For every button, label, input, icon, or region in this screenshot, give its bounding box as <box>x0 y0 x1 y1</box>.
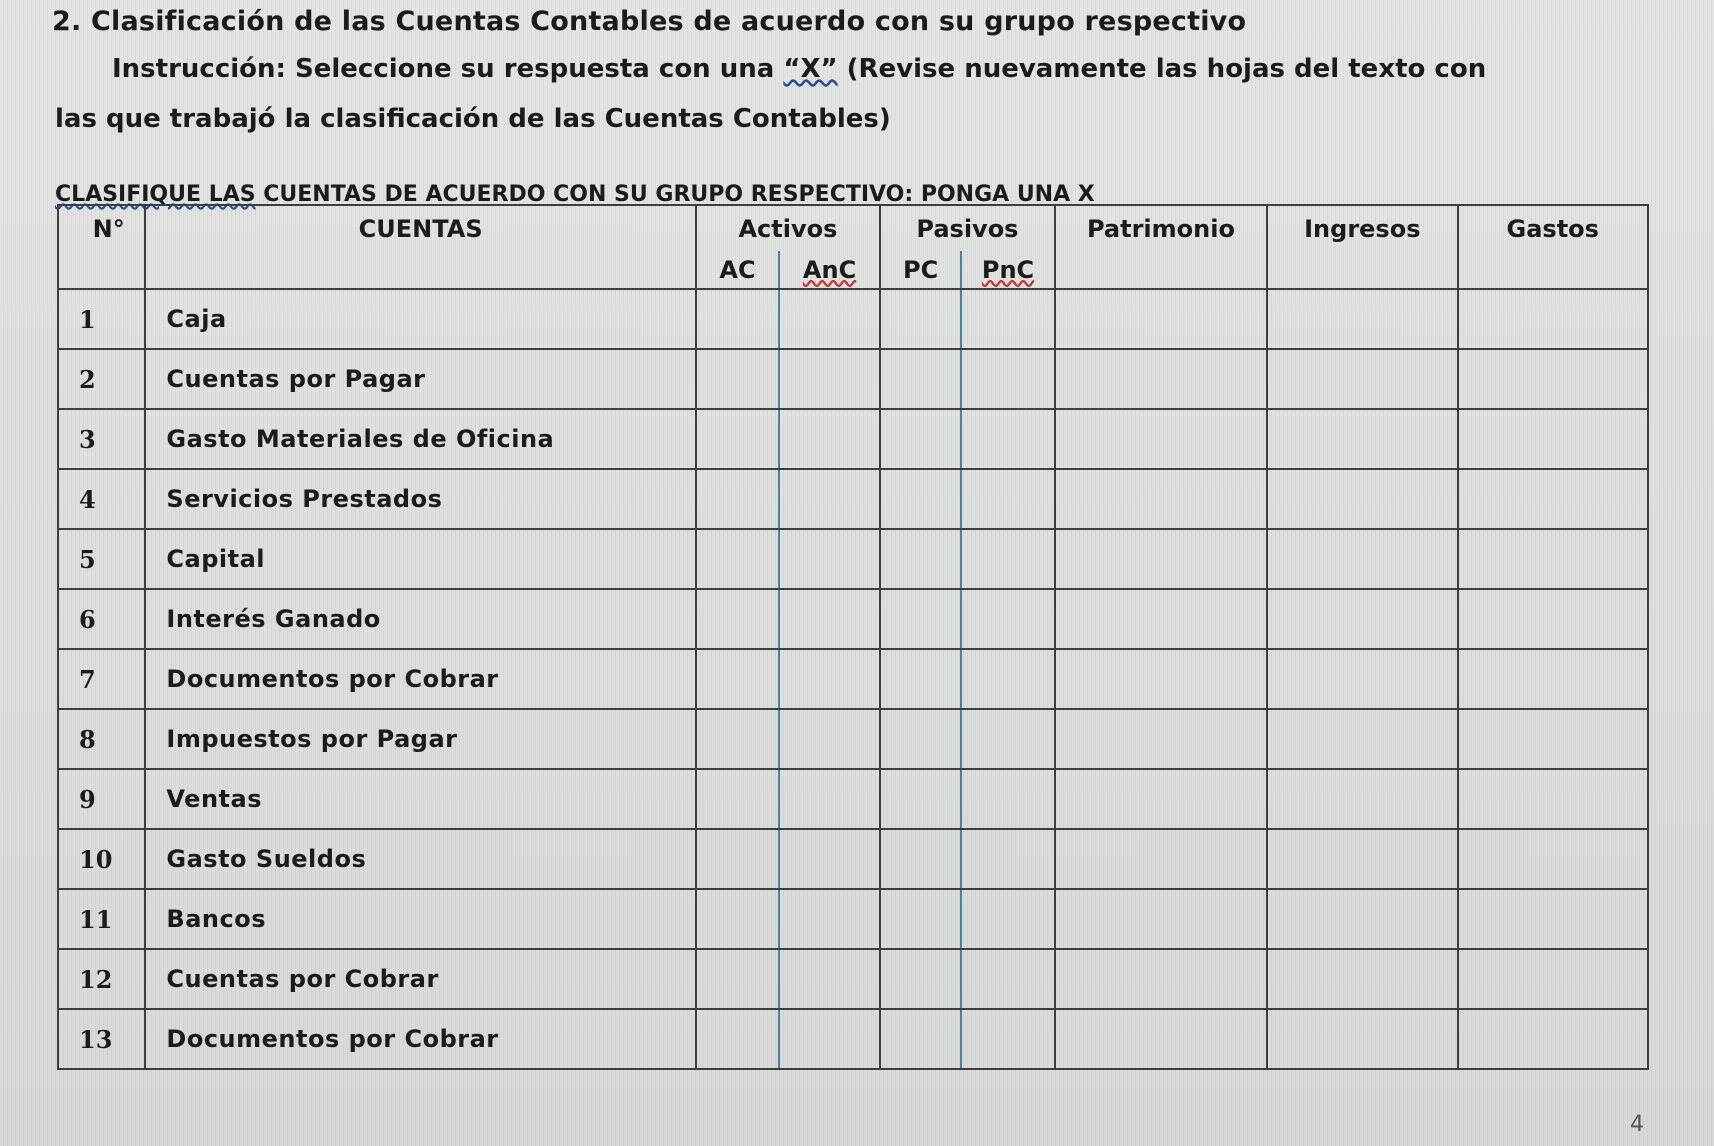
account-name: Gasto Sueldos <box>145 829 695 889</box>
header-activos: Activos <box>696 205 880 251</box>
mark-cell-pc[interactable] <box>880 349 961 409</box>
row-number: 1 <box>58 289 145 349</box>
mark-cell-gastos[interactable] <box>1458 529 1648 589</box>
mark-cell-ac[interactable] <box>696 709 779 769</box>
mark-cell-patrimonio[interactable] <box>1055 589 1267 649</box>
table-row <box>58 709 1648 769</box>
account-name: Bancos <box>145 889 695 949</box>
banner-underlined: CLASIFIQUE LAS <box>55 182 256 207</box>
header-ingresos-sub <box>1267 251 1457 289</box>
table-row <box>58 289 1648 349</box>
mark-cell-anc[interactable] <box>779 409 880 469</box>
mark-cell-pc[interactable] <box>880 769 961 829</box>
mark-cell-gastos[interactable] <box>1458 409 1648 469</box>
row-number: 6 <box>58 589 145 649</box>
mark-cell-pnc[interactable] <box>961 409 1055 469</box>
mark-cell-ac[interactable] <box>696 949 779 1009</box>
mark-cell-pnc[interactable] <box>961 769 1055 829</box>
mark-cell-gastos[interactable] <box>1458 949 1648 1009</box>
mark-cell-patrimonio[interactable] <box>1055 1009 1267 1069</box>
mark-cell-patrimonio[interactable] <box>1055 349 1267 409</box>
mark-cell-pc[interactable] <box>880 649 961 709</box>
mark-cell-pc[interactable] <box>880 529 961 589</box>
mark-cell-anc[interactable] <box>779 649 880 709</box>
mark-cell-anc[interactable] <box>779 769 880 829</box>
account-name: Ventas <box>145 769 695 829</box>
instruction-tail: (Revise nuevamente las hojas del texto con <box>837 54 1487 84</box>
mark-cell-ingresos[interactable] <box>1267 469 1457 529</box>
mark-cell-patrimonio[interactable] <box>1055 289 1267 349</box>
mark-cell-ac[interactable] <box>696 889 779 949</box>
row-number: 8 <box>58 709 145 769</box>
mark-cell-patrimonio[interactable] <box>1055 469 1267 529</box>
header-cuentas: CUENTAS <box>145 205 695 251</box>
mark-cell-pnc[interactable] <box>961 529 1055 589</box>
mark-cell-ingresos[interactable] <box>1267 949 1457 1009</box>
table-row <box>58 349 1648 409</box>
mark-cell-ingresos[interactable] <box>1267 1009 1457 1069</box>
header-cuentas-sub <box>145 251 695 289</box>
table-row <box>58 889 1648 949</box>
mark-cell-ac[interactable] <box>696 589 779 649</box>
header-anc <box>779 251 880 289</box>
mark-cell-ingresos[interactable] <box>1267 409 1457 469</box>
account-name: Gasto Materiales de Oficina <box>145 409 695 469</box>
mark-cell-patrimonio[interactable] <box>1055 709 1267 769</box>
mark-cell-pnc[interactable] <box>961 469 1055 529</box>
table-row <box>58 949 1648 1009</box>
mark-cell-gastos[interactable] <box>1458 769 1648 829</box>
row-number: 3 <box>58 409 145 469</box>
account-name: Interés Ganado <box>145 589 695 649</box>
mark-cell-anc[interactable] <box>779 289 880 349</box>
row-number: 7 <box>58 649 145 709</box>
mark-cell-ac[interactable] <box>696 469 779 529</box>
row-number: 5 <box>58 529 145 589</box>
mark-cell-ac[interactable] <box>696 1009 779 1069</box>
table-row <box>58 1009 1648 1069</box>
mark-cell-gastos[interactable] <box>1458 1009 1648 1069</box>
mark-cell-gastos[interactable] <box>1458 889 1648 949</box>
mark-cell-anc[interactable] <box>779 349 880 409</box>
mark-cell-pnc[interactable] <box>961 649 1055 709</box>
mark-cell-patrimonio[interactable] <box>1055 529 1267 589</box>
classification-table <box>57 204 1649 1070</box>
table-row <box>58 529 1648 589</box>
header-gastos: Gastos <box>1458 205 1648 251</box>
account-name: Documentos por Cobrar <box>145 1009 695 1069</box>
mark-cell-pnc[interactable] <box>961 589 1055 649</box>
mark-cell-anc[interactable] <box>779 1009 880 1069</box>
row-number: 4 <box>58 469 145 529</box>
mark-cell-ingresos[interactable] <box>1267 349 1457 409</box>
header-patrimonio: Patrimonio <box>1055 205 1267 251</box>
mark-cell-ingresos[interactable] <box>1267 649 1457 709</box>
mark-cell-ac[interactable] <box>696 289 779 349</box>
table-row <box>58 589 1648 649</box>
mark-cell-pnc[interactable] <box>961 709 1055 769</box>
header-row-sub <box>58 251 1648 289</box>
mark-cell-ac[interactable] <box>696 349 779 409</box>
row-number: 11 <box>58 889 145 949</box>
table-row <box>58 769 1648 829</box>
mark-cell-pnc[interactable] <box>961 1009 1055 1069</box>
mark-cell-patrimonio[interactable] <box>1055 829 1267 889</box>
instruction-line-2: las que trabajó la clasificación de las Cuentas Contables) <box>55 104 891 134</box>
mark-cell-pc[interactable] <box>880 289 961 349</box>
mark-cell-pnc[interactable] <box>961 949 1055 1009</box>
row-number: 2 <box>58 349 145 409</box>
account-name: Cuentas por Cobrar <box>145 949 695 1009</box>
table-body <box>58 289 1648 1069</box>
instruction-lead: Instrucción: Seleccione su respuesta con una <box>112 54 784 84</box>
mark-cell-anc[interactable] <box>779 589 880 649</box>
mark-cell-pc[interactable] <box>880 1009 961 1069</box>
mark-cell-ac[interactable] <box>696 409 779 469</box>
mark-cell-ingresos[interactable] <box>1267 769 1457 829</box>
instruction-x-mark: “X” <box>783 54 838 84</box>
mark-cell-gastos[interactable] <box>1458 469 1648 529</box>
account-name: Impuestos por Pagar <box>145 709 695 769</box>
mark-cell-pc[interactable] <box>880 589 961 649</box>
mark-cell-pnc[interactable] <box>961 349 1055 409</box>
mark-cell-ingresos[interactable] <box>1267 889 1457 949</box>
account-name: Cuentas por Pagar <box>145 349 695 409</box>
mark-cell-anc[interactable] <box>779 889 880 949</box>
mark-cell-gastos[interactable] <box>1458 709 1648 769</box>
row-number: 12 <box>58 949 145 1009</box>
mark-cell-anc[interactable] <box>779 529 880 589</box>
banner-rest: CUENTAS DE ACUERDO CON SU GRUPO RESPECTIVO: PONGA UNA X <box>255 182 1095 207</box>
header-row-groups <box>58 205 1648 251</box>
mark-cell-patrimonio[interactable] <box>1055 769 1267 829</box>
header-pnc <box>961 251 1055 289</box>
mark-cell-gastos[interactable] <box>1458 589 1648 649</box>
mark-cell-patrimonio[interactable] <box>1055 889 1267 949</box>
mark-cell-anc[interactable] <box>779 469 880 529</box>
mark-cell-anc[interactable] <box>779 829 880 889</box>
mark-cell-ingresos[interactable] <box>1267 529 1457 589</box>
row-number: 9 <box>58 769 145 829</box>
mark-cell-pc[interactable] <box>880 409 961 469</box>
mark-cell-patrimonio[interactable] <box>1055 949 1267 1009</box>
account-name: Caja <box>145 289 695 349</box>
table-row <box>58 409 1648 469</box>
mark-cell-pc[interactable] <box>880 469 961 529</box>
mark-cell-pc[interactable] <box>880 709 961 769</box>
mark-cell-pnc[interactable] <box>961 889 1055 949</box>
mark-cell-pc[interactable] <box>880 829 961 889</box>
header-ac: AC <box>696 251 779 289</box>
account-name: Capital <box>145 529 695 589</box>
mark-cell-ac[interactable] <box>696 769 779 829</box>
header-pc: PC <box>880 251 961 289</box>
mark-cell-ingresos[interactable] <box>1267 589 1457 649</box>
header-anc-label: AnC <box>802 255 857 284</box>
account-name: Servicios Prestados <box>145 469 695 529</box>
mark-cell-ac[interactable] <box>696 829 779 889</box>
mark-cell-pc[interactable] <box>880 889 961 949</box>
header-pasivos: Pasivos <box>880 205 1055 251</box>
mark-cell-gastos[interactable] <box>1458 829 1648 889</box>
row-number: 10 <box>58 829 145 889</box>
mark-cell-anc[interactable] <box>779 709 880 769</box>
account-name: Documentos por Cobrar <box>145 649 695 709</box>
mark-cell-gastos[interactable] <box>1458 649 1648 709</box>
table-row <box>58 649 1648 709</box>
mark-cell-gastos[interactable] <box>1458 289 1648 349</box>
header-patrimonio-sub <box>1055 251 1267 289</box>
table-row <box>58 829 1648 889</box>
header-gastos-sub <box>1458 251 1648 289</box>
mark-cell-pnc[interactable] <box>961 289 1055 349</box>
mark-cell-ingresos[interactable] <box>1267 829 1457 889</box>
header-ingresos: Ingresos <box>1267 205 1457 251</box>
page-number: 4 <box>1630 1112 1644 1137</box>
table-row <box>58 469 1648 529</box>
mark-cell-pc[interactable] <box>880 949 961 1009</box>
question-title: 2. Clasificación de las Cuentas Contables de acuerdo con su grupo respectivo <box>52 6 1247 37</box>
mark-cell-patrimonio[interactable] <box>1055 409 1267 469</box>
mark-cell-patrimonio[interactable] <box>1055 649 1267 709</box>
mark-cell-anc[interactable] <box>779 949 880 1009</box>
row-number: 13 <box>58 1009 145 1069</box>
header-pnc-label: PnC <box>981 255 1035 284</box>
header-num-sub <box>58 251 145 289</box>
mark-cell-gastos[interactable] <box>1458 349 1648 409</box>
mark-cell-pnc[interactable] <box>961 829 1055 889</box>
mark-cell-ac[interactable] <box>696 649 779 709</box>
mark-cell-ingresos[interactable] <box>1267 289 1457 349</box>
mark-cell-ac[interactable] <box>696 529 779 589</box>
mark-cell-ingresos[interactable] <box>1267 709 1457 769</box>
header-num: N° <box>58 205 145 251</box>
instruction-line-1 <box>112 54 1486 84</box>
